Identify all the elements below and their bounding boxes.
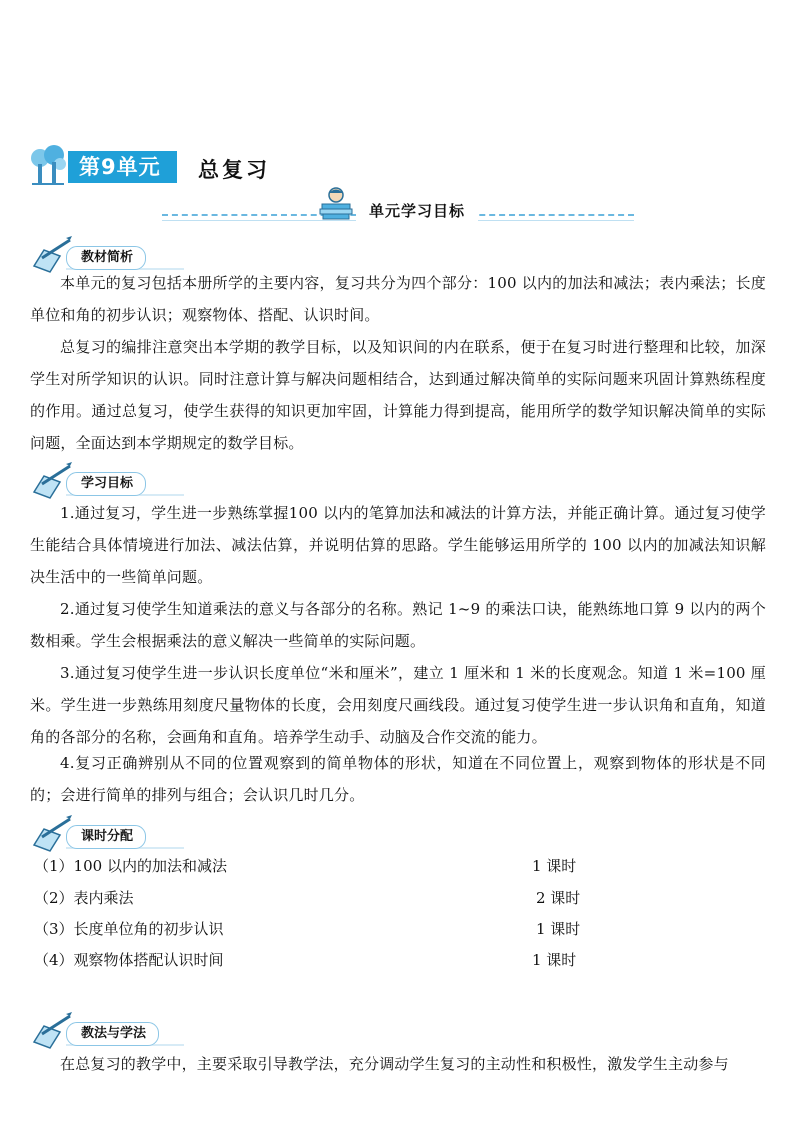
schedule-row [34, 916, 594, 942]
section-header-methods [30, 1012, 170, 1052]
paragraph: 本单元的复习包括本册所学的主要内容，复习共分为四个部分：100 以内的加法和减法；表内乘法；长度单位和角的初步认识；观察物体、搭配、认识时间。 [30, 274, 766, 324]
unit-title: 总复习 [198, 158, 270, 182]
schedule-topic: （1）100 以内的加法和减法 [34, 857, 227, 875]
paragraph: 3.通过复习使学生进一步认识长度单位“米和厘米”，建立 1 厘米和 1 米的长度观念。知道 1 米=100 厘米。学生进一步熟练用刻度尺量物体的长度，会用刻度尺画线段。通过复习使学生进一步认识角和直角，知道角的各部分的名称，会画角和直角。培养学生动手、动脑及合作交流的能力。 [30, 664, 766, 746]
paragraph: 1.通过复习，学生进一步熟练掌握100 以内的笔算加法和减法的计算方法，并能正确计算。通过复习使学生能结合具体情境进行加法、减法估算，并说明估算的思路。学生能够运用所学的 100 以内的加减法知识解决生活中的一些简单问题。 [30, 504, 766, 586]
schedule-hours: 1 课时 [532, 857, 577, 875]
tree-icon [30, 144, 66, 186]
section-header-schedule [30, 815, 170, 855]
schedule-topic: （3）长度单位角的初步认识 [34, 920, 224, 938]
paragraph: 总复习的编排注意突出本学期的教学目标，以及知识间的内在联系，便于在复习时进行整理和比较，加深学生对所学知识的认识。同时注意计算与解决问题相结合，达到通过解决简单的实际问题来巩固计算熟练程度的作用。通过总复习，使学生获得的知识更加牢固，计算能力得到提高，能用所学的数学知识解决简单的实际问题，全面达到本学期规定的数学目标。 [30, 338, 766, 452]
schedule-row [34, 947, 594, 973]
paragraph: 4.复习正确辨别从不同的位置观察到的简单物体的形状，知道在不同位置上，观察到物体的形状是不同的；会进行简单的排列与组合；会认识几时几分。 [30, 754, 766, 804]
schedule-hours: 1 课时 [536, 920, 581, 938]
section-heading: 教材简析 [66, 246, 146, 270]
unit-number-badge: 第9单元 [68, 151, 177, 183]
banner-label: 单元学习目标 [356, 199, 478, 223]
schedule-hours: 2 课时 [536, 889, 581, 907]
paragraph: 在总复习的教学中，主要采取引导教学法，充分调动学生复习的主动性和积极性，激发学生主动参与 [60, 1055, 729, 1073]
book-reader-icon [314, 186, 358, 222]
section-heading: 教法与学法 [66, 1022, 159, 1046]
schedule-hours: 1 课时 [532, 951, 577, 969]
section-header-learning-goals [30, 462, 170, 502]
schedule-topic: （4）观察物体搭配认识时间 [34, 951, 224, 969]
schedule-topic: （2）表内乘法 [34, 889, 134, 907]
paragraph: 2.通过复习使学生知道乘法的意义与各部分的名称。熟记 1~9 的乘法口诀，能熟练地口算 9 以内的两个数相乘。学生会根据乘法的意义解决一些简单的实际问题。 [30, 600, 766, 650]
schedule-row [34, 853, 594, 879]
schedule-row [34, 885, 594, 911]
section-heading: 课时分配 [66, 825, 146, 849]
section-heading: 学习目标 [66, 472, 146, 496]
